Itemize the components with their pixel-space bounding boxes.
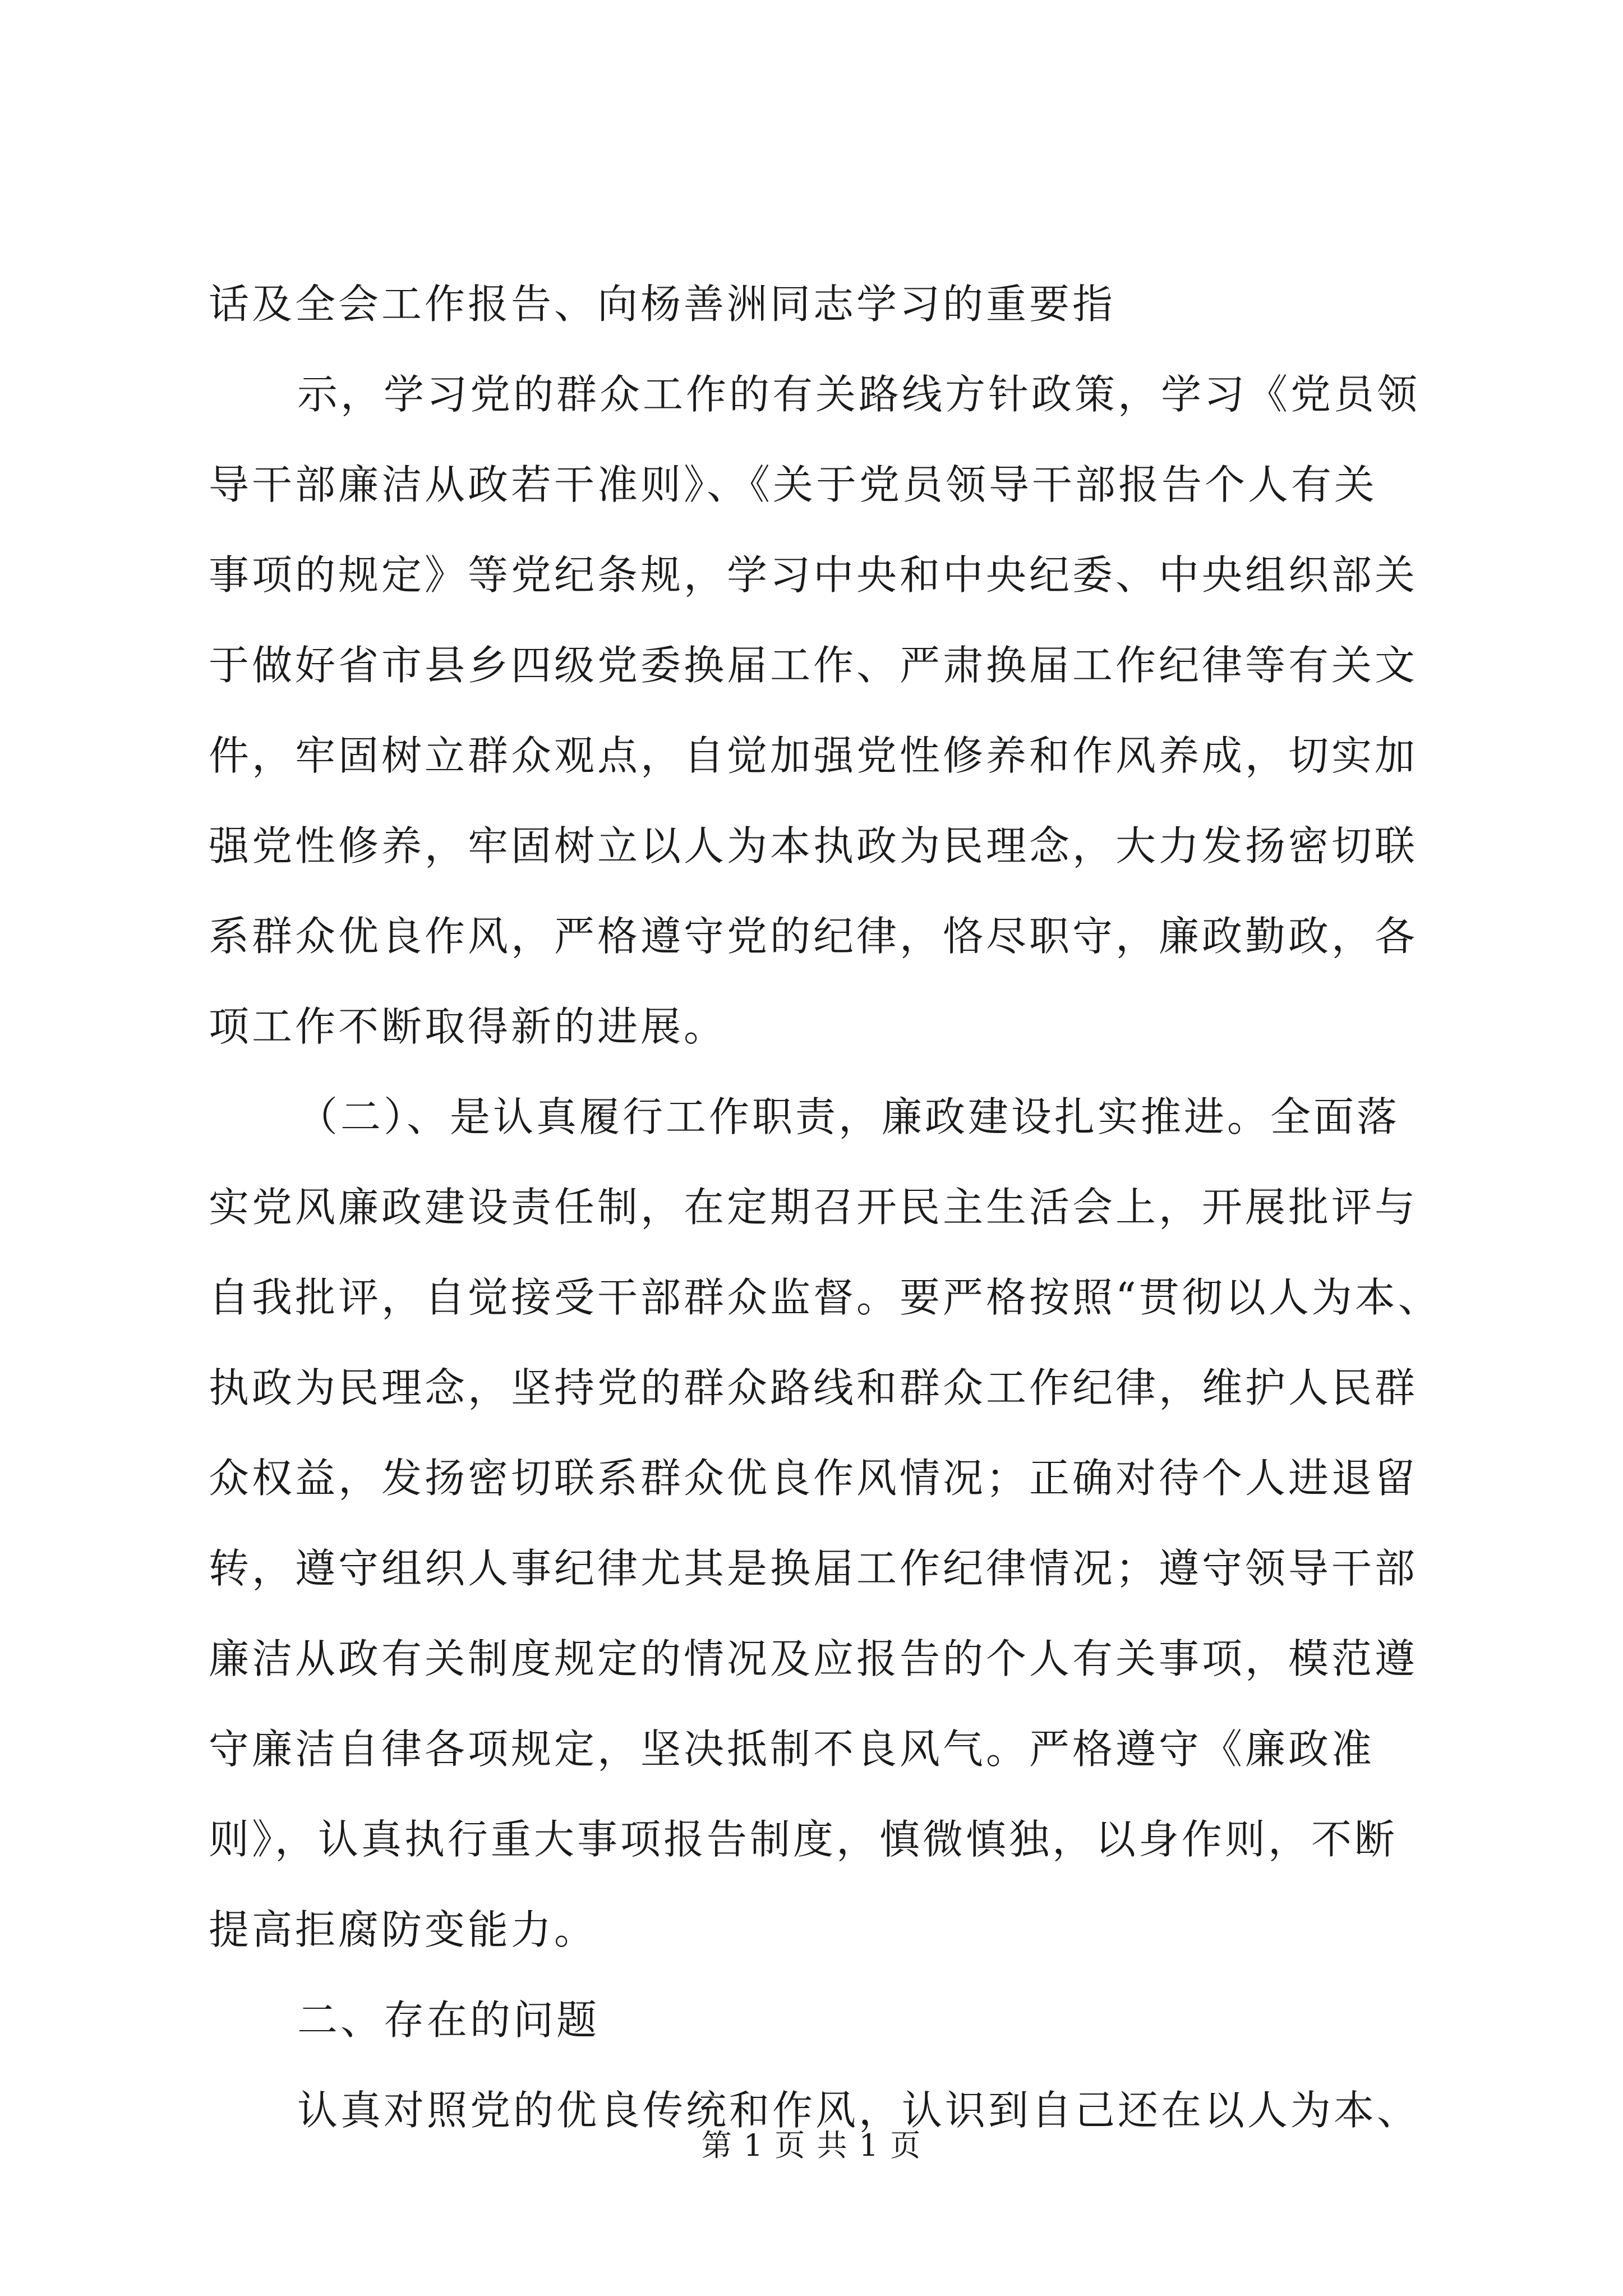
text-line-7: 强党性修养，牢固树立以人为本执政为民理念，大力发扬密切联: [209, 822, 1418, 869]
text-line-11: 实党风廉政建设责任制，在定期召开民主生活会上，开展批评与: [209, 1184, 1418, 1231]
text-line-21: 认真对照党的优良传统和作风，认识到自己还在以人为本、: [297, 2087, 1421, 2134]
text-line-8: 系群众优良作风，严格遵守党的纪律，恪尽职守，廉政勤政，各: [209, 913, 1418, 960]
text-line-14: 众权益，发扬密切联系群众优良作风情况；正确对待个人进退留: [209, 1455, 1418, 1502]
text-line-4: 事项的规定》等党纪条规，学习中央和中央纪委、中央组织部关: [209, 551, 1418, 599]
text-line-17: 守廉洁自律各项规定，坚决抵制不良风气。严格遵守《廉政准: [209, 1726, 1375, 1773]
document-body: [209, 259, 1441, 2156]
text-line-12: 自我批评，自觉接受干部群众监督。要严格按照“贯彻以人为本、: [209, 1274, 1441, 1321]
text-line-1: 话及全会工作报告、向杨善洲同志学习的重要指: [209, 280, 1116, 328]
text-line-15: 转，遵守组织人事纪律尤其是换届工作纪律情况；遵守领导干部: [209, 1545, 1418, 1592]
section-heading: 二、存在的问题: [297, 1996, 600, 2044]
text-line-18: 则》，认真执行重大事项报告制度，慎微慎独，以身作则，不断: [209, 1816, 1398, 1863]
page-footer: 第 1 页 共 1 页: [701, 2128, 922, 2163]
text-line-2: 示，学习党的群众工作的有关路线方针政策，学习《党员领: [297, 371, 1421, 418]
text-line-13: 执政为民理念，坚持党的群众路线和群众工作纪律，维护人民群: [209, 1364, 1418, 1411]
text-line-10: （二）、是认真履行工作职责，廉政建设扎实推进。全面落: [297, 1093, 1400, 1140]
text-line-6: 件，牢固树立群众观点，自觉加强党性修养和作风养成，切实加: [209, 732, 1418, 779]
text-line-19: 提高拒腐防变能力。: [209, 1906, 598, 1953]
text-line-3: 导干部廉洁从政若干准则》、《关于党员领导干部报告个人有关: [209, 461, 1378, 508]
text-line-9: 项工作不断取得新的进展。: [209, 1003, 727, 1050]
text-line-5: 于做好省市县乡四级党委换届工作、严肃换届工作纪律等有关文: [209, 642, 1418, 689]
text-line-16: 廉洁从政有关制度规定的情况及应报告的个人有关事项，模范遵: [209, 1635, 1418, 1682]
